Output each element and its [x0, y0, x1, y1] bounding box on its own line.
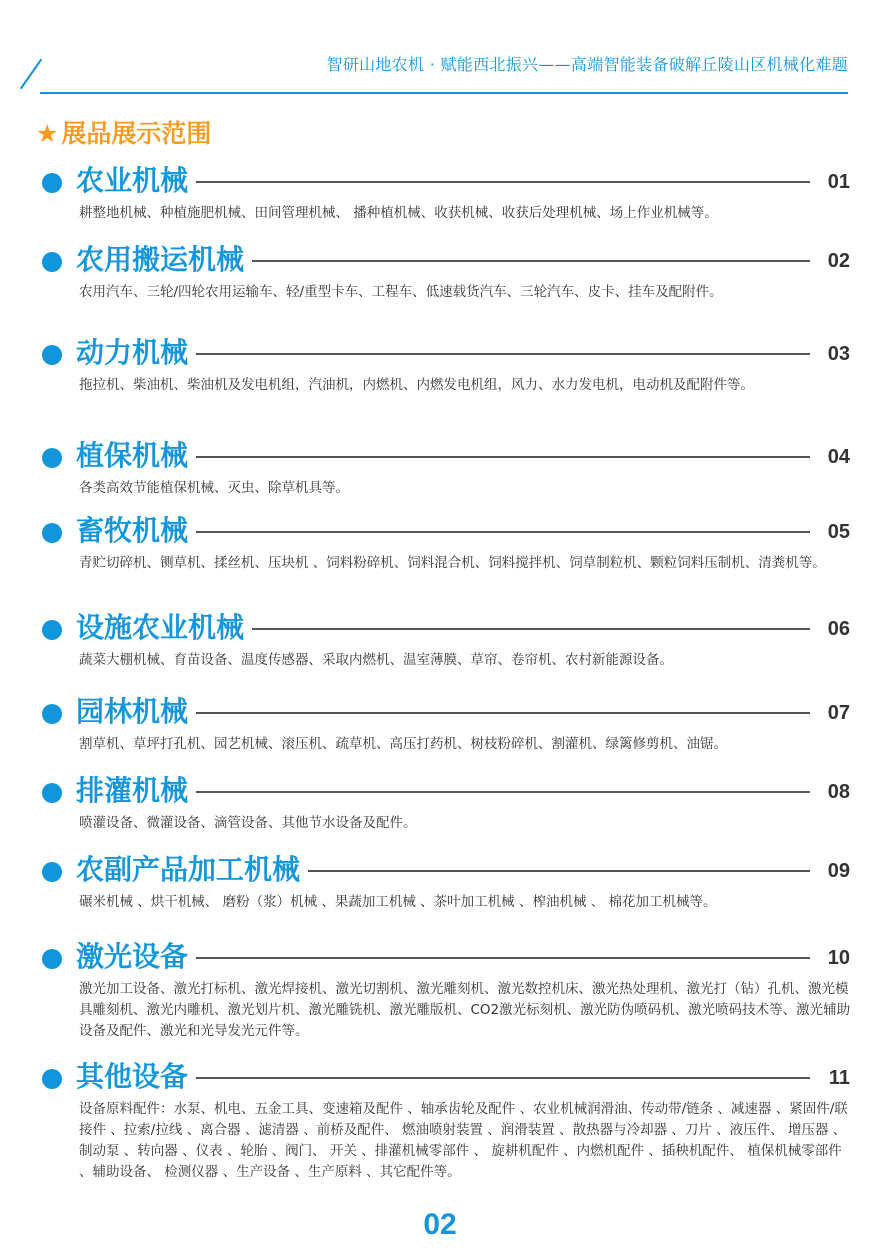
bullet-dot-icon — [42, 862, 62, 882]
bullet-dot-icon — [42, 173, 62, 193]
category-05 — [40, 511, 850, 574]
star-icon: ★ — [36, 119, 59, 148]
category-header — [40, 161, 850, 201]
category-header — [40, 511, 850, 551]
header-slash-decoration — [20, 59, 42, 89]
category-number: 06 — [827, 618, 850, 640]
category-header — [40, 771, 850, 811]
category-header — [40, 1057, 850, 1097]
category-03 — [40, 333, 850, 396]
bullet-dot-icon — [42, 949, 62, 969]
bullet-dot-icon — [42, 620, 62, 640]
category-number: 01 — [827, 171, 850, 193]
category-header — [40, 850, 850, 890]
category-rule — [190, 712, 810, 714]
category-title: 排灌机械 — [76, 771, 196, 811]
section-title — [36, 114, 211, 150]
category-description: 设备原料配件：水泵、机电、五金工具、变速箱及配件 、轴承齿轮及配件 、农业机械润滑油、传动带/链条 、减速器 、紧固件/联接件 、拉索/拉线 、离合器 、滤清器 、前桥及配件、 燃油喷射装置 、润滑装置 、散热器与冷却器 、刀片 、液压件、 增压器 、制动泵 、转向器 、仪表 、轮胎 、阀门、 开关 、排灌机械零部件 、 旋耕机配件 、内燃机配件 、插秧机配件、 植保机械零部件 、辅助设备、 检测仪器 、生产设备 、生产原料 、其它配件等。 — [79, 1101, 848, 1180]
category-08 — [40, 771, 850, 834]
category-title: 农副产品加工机械 — [76, 850, 308, 890]
category-rule — [190, 456, 810, 458]
category-header — [40, 608, 850, 648]
bullet-dot-icon — [42, 523, 62, 543]
bullet-dot-icon — [42, 345, 62, 365]
header-title: 智研山地农机 · 赋能西北振兴——高端智能装备破解丘陵山区机械化难题 — [326, 55, 848, 74]
category-rule — [190, 353, 810, 355]
category-title: 设施农业机械 — [76, 608, 252, 648]
category-07 — [40, 692, 850, 755]
category-title: 农业机械 — [76, 161, 196, 201]
category-title: 园林机械 — [76, 692, 196, 732]
page-number: 02 — [423, 1208, 457, 1241]
bullet-dot-icon — [42, 448, 62, 468]
category-number: 07 — [827, 702, 850, 724]
category-title: 激光设备 — [76, 937, 196, 977]
category-number: 03 — [827, 343, 850, 365]
category-rule — [245, 260, 810, 262]
category-02 — [40, 240, 850, 303]
bullet-dot-icon — [42, 1069, 62, 1089]
category-06 — [40, 608, 850, 671]
page-header — [0, 0, 880, 100]
category-rule — [305, 870, 810, 872]
category-description: 碾米机械 、烘干机械、 磨粉（浆）机械 、果蔬加工机械 、茶叶加工机械 、榨油机械 、 棉花加工机械等。 — [79, 894, 717, 910]
category-description: 青贮切碎机、铡草机、揉丝机、压块机 、饲料粉碎机、饲料混合机、饲料搅拌机、饲草制粒机、颗粒饲料压制机、清粪机等。 — [79, 555, 826, 571]
category-description: 喷灌设备、微灌设备、滴管设备、其他节水设备及配件。 — [79, 815, 417, 831]
category-rule — [190, 1077, 810, 1079]
category-rule — [190, 531, 810, 533]
bullet-dot-icon — [42, 252, 62, 272]
header-divider — [40, 92, 848, 94]
section-title-text: 展品展示范围 — [61, 119, 212, 148]
category-description: 激光加工设备、激光打标机、激光焊接机、激光切割机、激光雕刻机、激光数控机床、激光热处理机、激光打（钻）孔机、激光模具雕刻机、激光内雕机、激光划片机、激光雕铣机、激光雕版机、CO2激光标刻机、激光防伪喷码机、激光喷码技术等、激光辅助设备及配件、激光和光导发光元件等。 — [79, 981, 851, 1039]
category-number: 11 — [828, 1067, 850, 1089]
category-title: 动力机械 — [76, 333, 196, 373]
category-description: 拖拉机、柴油机、柴油机及发电机组，汽油机，内燃机、内燃发电机组，风力、水力发电机，电动机及配附件等。 — [79, 377, 754, 393]
category-number: 10 — [827, 947, 850, 969]
category-description: 各类高效节能植保机械、灭虫、除草机具等。 — [79, 480, 349, 496]
category-title: 畜牧机械 — [76, 511, 196, 551]
category-number: 04 — [827, 446, 850, 468]
category-description: 割草机、草坪打孔机、园艺机械、滚压机、疏草机、高压打药机、树枝粉碎机、割灌机、绿篱修剪机、油锯。 — [79, 736, 727, 752]
category-title: 植保机械 — [76, 436, 196, 476]
category-description: 蔬菜大棚机械、育苗设备、温度传感器、采取内燃机、温室薄膜、草帘、卷帘机、农村新能源设备。 — [79, 652, 673, 668]
category-11 — [40, 1057, 850, 1183]
category-header — [40, 333, 850, 373]
category-rule — [190, 791, 810, 793]
category-number: 05 — [827, 521, 850, 543]
bullet-dot-icon — [42, 704, 62, 724]
category-number: 09 — [827, 860, 850, 882]
category-rule — [190, 957, 810, 959]
bullet-dot-icon — [42, 783, 62, 803]
category-title: 农用搬运机械 — [76, 240, 252, 280]
category-header — [40, 692, 850, 732]
category-header — [40, 937, 850, 977]
category-01 — [40, 161, 850, 224]
category-description: 农用汽车、三轮/四轮农用运输车、轻/重型卡车、工程车、低速载货汽车、三轮汽车、皮卡、挂车及配附件。 — [79, 284, 723, 300]
category-04 — [40, 436, 850, 499]
category-09 — [40, 850, 850, 913]
category-header — [40, 240, 850, 280]
category-title: 其他设备 — [76, 1057, 196, 1097]
category-description: 耕整地机械、种植施肥机械、田间管理机械、 播种植机械、收获机械、收获后处理机械、场上作业机械等。 — [79, 205, 718, 221]
category-number: 08 — [827, 781, 850, 803]
category-10 — [40, 937, 850, 1042]
category-header — [40, 436, 850, 476]
category-number: 02 — [827, 250, 850, 272]
category-rule — [190, 181, 810, 183]
category-rule — [245, 628, 810, 630]
